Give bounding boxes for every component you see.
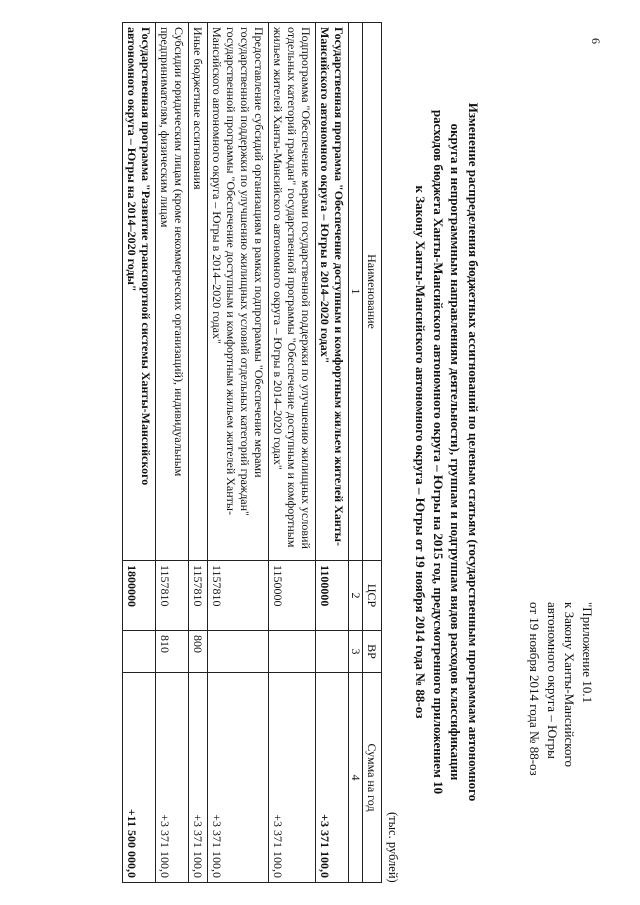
page-number: 6 (589, 38, 603, 44)
heading-line: Изменение распределения бюджетных ассигнований по целевым статьям (государственным программам автономного (466, 102, 481, 802)
heading-line: расходов бюджета Ханты-Мансийского автономного округа – Югры на 2015 год, предусмотренного приложением 10 (431, 109, 446, 795)
row-sum: +3 371 100,0 (316, 673, 349, 883)
appendix-line: автономного округа – Югры (545, 602, 560, 759)
row-name: Подпрограмма "Обеспечение мерами государственной поддержки по улучшению жилищных условий отдельных категорий граждан" государственной программы "Обеспечение доступным и комфортным жильем жителей Ханты-Мансийского автономного округа – Югры в 2014–2020 годах" (269, 23, 316, 561)
header-sum: Сумма на год (363, 673, 382, 883)
table-row (316, 23, 349, 883)
appendix-reference (526, 602, 596, 776)
header-csr: ЦСР (363, 561, 382, 631)
row-name: Государственная программа "Развитие транспортной системы Ханты-Мансийского автономного округа – Югры на 2014–2020 годы" (123, 23, 156, 561)
row-name: Государственная программа "Обеспечение доступным и комфортным жильем жителей Ханты-Мансийского автономного округа – Югры в 2014–2020 годах" (316, 23, 349, 561)
row-vr (269, 631, 316, 673)
row-vr: 800 (189, 631, 208, 673)
units-label: (тыс. рублей) (386, 812, 400, 883)
heading-line: округа и непрограммным направлениям деятельности), группам и подгруппам видов расходов классификации (448, 123, 464, 781)
column-number: 4 (349, 673, 363, 883)
appendix-line: к Закону Ханты-Мансийского (562, 602, 578, 767)
table-row (156, 23, 189, 883)
header-name: Наименование (363, 23, 382, 561)
row-vr (123, 631, 156, 673)
column-number: 1 (349, 23, 363, 561)
column-number: 2 (349, 561, 363, 631)
table-row (189, 23, 208, 883)
column-number-row (349, 23, 363, 883)
row-sum: +11 500 000,0 (123, 673, 156, 883)
header-vr: ВР (363, 631, 382, 673)
row-name: Субсидии юридическим лицам (кроме некоммерческих организаций), индивидуальным предпринимателям, физическим лицам (156, 23, 189, 561)
row-csr: 1100000 (316, 561, 349, 631)
row-sum: +3 371 100,0 (269, 673, 316, 883)
row-sum: +3 371 100,0 (208, 673, 269, 883)
appendix-line: "Приложение 10.1 (580, 602, 595, 704)
row-vr (208, 631, 269, 673)
heading-line: к Закону Ханты-Мансийского автономного округа – Югры от 19 ноября 2014 года № 88-оз (413, 185, 429, 719)
row-sum: +3 371 100,0 (156, 673, 189, 883)
row-csr: 1800000 (123, 561, 156, 631)
row-csr: 1157810 (189, 561, 208, 631)
row-name: Предоставление субсидий организациям в рамках подпрограммы "Обеспечение мерами государственной поддержки по улучшению жилищных условий отдельных категорий граждан" государственной программы "Обеспечение доступным и комфортным жильем жителей Ханты-Мансийского автономного округа – Югры в 2014–2020 годах" (208, 23, 269, 561)
row-sum: +3 371 100,0 (189, 673, 208, 883)
appendix-line: от 19 ноября 2014 года № 88-оз (527, 602, 543, 776)
table-row (269, 23, 316, 883)
document-heading (412, 22, 482, 882)
table-header-row (363, 23, 382, 883)
row-name: Иные бюджетные ассигнования (189, 23, 208, 561)
rotated-page-content (0, 22, 604, 882)
table-row (208, 23, 269, 883)
table-row (123, 23, 156, 883)
row-vr (316, 631, 349, 673)
row-csr: 1157810 (156, 561, 189, 631)
row-csr: 1150000 (269, 561, 316, 631)
column-number: 3 (349, 631, 363, 673)
row-vr: 810 (156, 631, 189, 673)
row-csr: 1157810 (208, 561, 269, 631)
budget-table (122, 22, 382, 883)
